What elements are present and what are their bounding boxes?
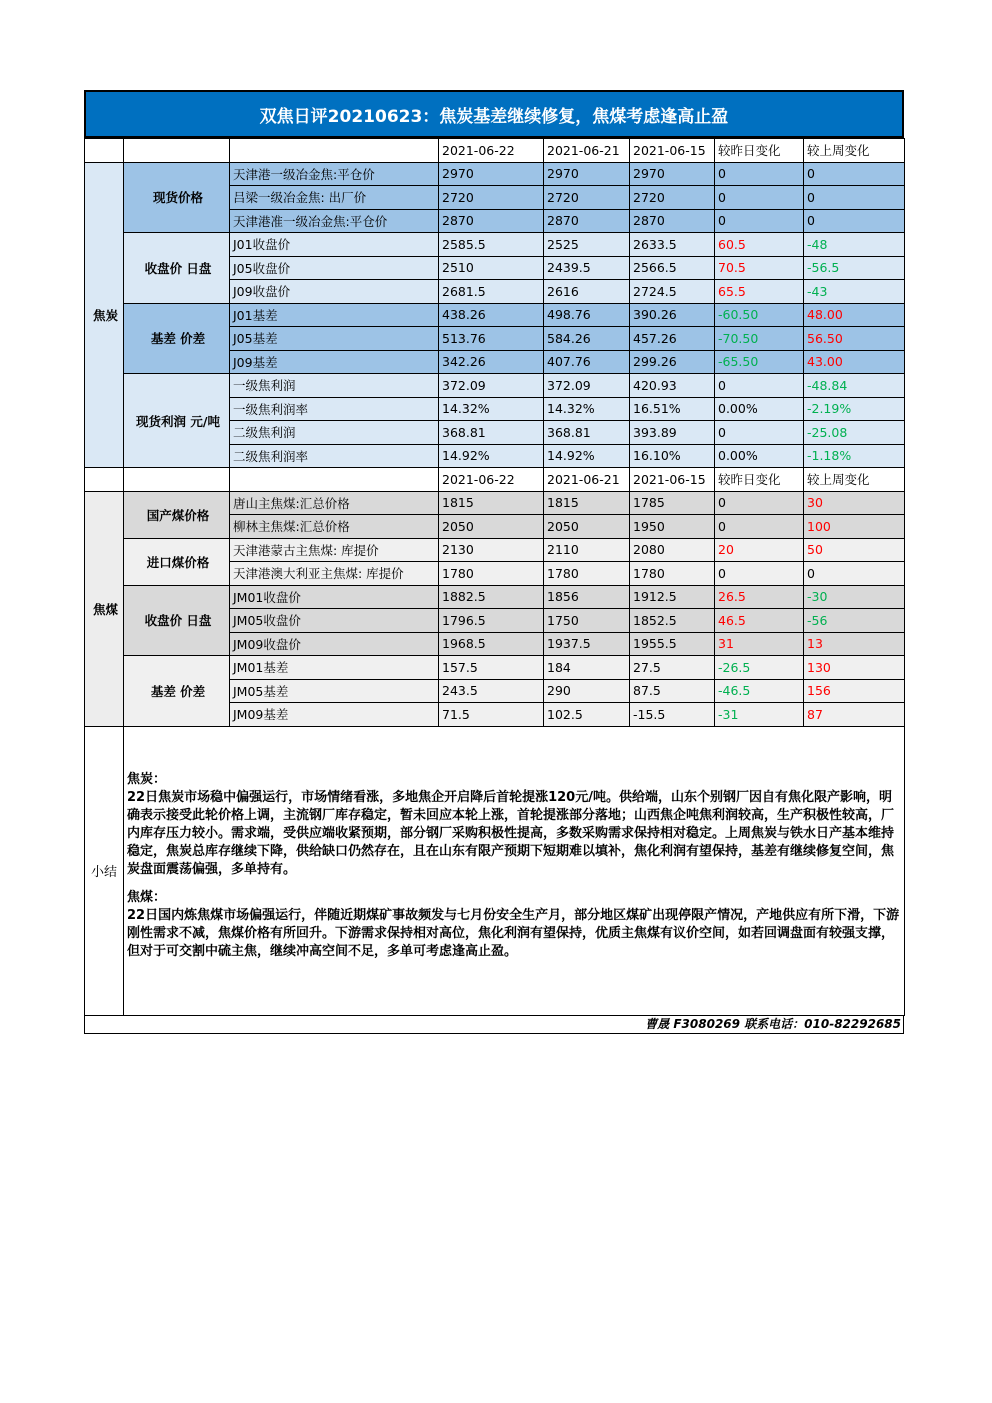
coal-data-row [85, 538, 905, 562]
value-cell: 2870 [630, 209, 715, 233]
value-cell: 1780 [630, 562, 715, 586]
row-name: JM09基差 [230, 703, 439, 727]
row-name: J09收盘价 [230, 280, 439, 304]
value-cell: 0.00% [715, 397, 804, 421]
value-cell: 1815 [439, 491, 544, 515]
value-cell: 31 [715, 632, 804, 656]
value-cell: -30 [804, 585, 905, 609]
value-cell: 1912.5 [630, 585, 715, 609]
header-row [85, 139, 905, 163]
value-cell: 2080 [630, 538, 715, 562]
value-cell: 1780 [439, 562, 544, 586]
coke-section-label: 焦炭 [85, 162, 124, 468]
value-cell: 2720 [544, 186, 630, 210]
value-cell: 393.89 [630, 421, 715, 445]
value-cell: 50 [804, 538, 905, 562]
header-blank [124, 468, 230, 492]
value-cell: 2633.5 [630, 233, 715, 257]
value-cell: 2050 [439, 515, 544, 539]
coke-summary-heading: 焦炭： [127, 771, 167, 787]
value-cell: 43.00 [804, 350, 905, 374]
row-name: 天津港一级冶金焦:平仓价 [230, 162, 439, 186]
value-cell: 372.09 [439, 374, 544, 398]
header-blank [85, 139, 124, 163]
row-name: J01基差 [230, 303, 439, 327]
value-cell: 2970 [630, 162, 715, 186]
value-cell: 0 [715, 491, 804, 515]
coal-data-row [85, 491, 905, 515]
column-header: 2021-06-22 [439, 468, 544, 492]
value-cell: 0 [804, 162, 905, 186]
value-cell: 16.10% [630, 444, 715, 468]
value-cell: 1750 [544, 609, 630, 633]
value-cell: 2870 [544, 209, 630, 233]
value-cell: 14.32% [544, 397, 630, 421]
row-name: 二级焦利润 [230, 421, 439, 445]
value-cell: 498.76 [544, 303, 630, 327]
value-cell: 0.00% [715, 444, 804, 468]
value-cell: 157.5 [439, 656, 544, 680]
row-name: 二级焦利润率 [230, 444, 439, 468]
value-cell: -15.5 [630, 703, 715, 727]
value-cell: 14.92% [439, 444, 544, 468]
value-cell: 70.5 [715, 256, 804, 280]
value-cell: 156 [804, 679, 905, 703]
value-cell: 1955.5 [630, 632, 715, 656]
group-label: 现货利润 元/吨 [124, 374, 230, 468]
value-cell: 14.32% [439, 397, 544, 421]
row-name: 一级焦利润 [230, 374, 439, 398]
value-cell: 2050 [544, 515, 630, 539]
value-cell: 14.92% [544, 444, 630, 468]
value-cell: 2870 [439, 209, 544, 233]
row-name: 一级焦利润率 [230, 397, 439, 421]
value-cell: 342.26 [439, 350, 544, 374]
row-name: JM09收盘价 [230, 632, 439, 656]
value-cell: 30 [804, 491, 905, 515]
row-name: J05基差 [230, 327, 439, 351]
value-cell: 2970 [544, 162, 630, 186]
value-cell: 0 [715, 374, 804, 398]
value-cell: -31 [715, 703, 804, 727]
report-sheet [84, 90, 904, 1034]
value-cell: 87.5 [630, 679, 715, 703]
coal-summary-heading: 焦煤： [127, 889, 167, 905]
value-cell: 438.26 [439, 303, 544, 327]
value-cell: 2616 [544, 280, 630, 304]
group-label: 基差 价差 [124, 656, 230, 727]
header-blank [124, 139, 230, 163]
header-blank [230, 139, 439, 163]
value-cell: 2720 [439, 186, 544, 210]
row-name: J09基差 [230, 350, 439, 374]
value-cell: 407.76 [544, 350, 630, 374]
value-cell: 372.09 [544, 374, 630, 398]
value-cell: 16.51% [630, 397, 715, 421]
value-cell: 2510 [439, 256, 544, 280]
value-cell: 243.5 [439, 679, 544, 703]
group-label: 基差 价差 [124, 303, 230, 374]
value-cell: 2970 [439, 162, 544, 186]
value-cell: 299.26 [630, 350, 715, 374]
value-cell: -46.5 [715, 679, 804, 703]
value-cell: -60.50 [715, 303, 804, 327]
value-cell: -56 [804, 609, 905, 633]
group-label: 国产煤价格 [124, 491, 230, 538]
coal-data-row [85, 585, 905, 609]
value-cell: 13 [804, 632, 905, 656]
value-cell: 1950 [630, 515, 715, 539]
value-cell: 390.26 [630, 303, 715, 327]
value-cell: 2681.5 [439, 280, 544, 304]
value-cell: -43 [804, 280, 905, 304]
column-header: 较昨日变化 [715, 468, 804, 492]
value-cell: 20 [715, 538, 804, 562]
value-cell: 0 [804, 209, 905, 233]
value-cell: 46.5 [715, 609, 804, 633]
report-title: 双焦日评20210623：焦炭基差继续修复，焦煤考虑逢高止盈 [84, 90, 904, 138]
data-table [84, 138, 905, 727]
coal-summary-text: 22日国内炼焦煤市场偏强运行，伴随近期煤矿事故频发与七月份安全生产月，部分地区煤矿出现停限产情况，产地供应有所下滑，下游刚性需求不减，焦煤价格有所回升。下游需求保持相对高位，焦化利润有望保持，优质主焦煤有议价空间，如若回调盘面有较强支撑，但对于可交割中硫主焦，继续冲高空间不足，多单可考虑逢高止盈。 [127, 907, 900, 959]
value-cell: 1852.5 [630, 609, 715, 633]
group-label: 进口煤价格 [124, 538, 230, 585]
value-cell: 26.5 [715, 585, 804, 609]
column-header: 2021-06-22 [439, 139, 544, 163]
value-cell: 1882.5 [439, 585, 544, 609]
row-name: JM01基差 [230, 656, 439, 680]
row-name: 吕梁一级冶金焦: 出厂价 [230, 186, 439, 210]
coal-data-row [85, 656, 905, 680]
column-header: 2021-06-21 [544, 468, 630, 492]
value-cell: 1815 [544, 491, 630, 515]
value-cell: 27.5 [630, 656, 715, 680]
value-cell: 0 [715, 186, 804, 210]
value-cell: 290 [544, 679, 630, 703]
coal-section-label: 焦煤 [85, 491, 124, 726]
row-name: J01收盘价 [230, 233, 439, 257]
coke-data-row [85, 303, 905, 327]
group-label: 现货价格 [124, 162, 230, 233]
row-name: 唐山主焦煤:汇总价格 [230, 491, 439, 515]
value-cell: 0 [715, 209, 804, 233]
value-cell: -1.18% [804, 444, 905, 468]
value-cell: 130 [804, 656, 905, 680]
value-cell: -2.19% [804, 397, 905, 421]
row-name: J05收盘价 [230, 256, 439, 280]
coke-data-row [85, 233, 905, 257]
value-cell: 0 [715, 421, 804, 445]
value-cell: 368.81 [439, 421, 544, 445]
value-cell: 513.76 [439, 327, 544, 351]
value-cell: 0 [715, 162, 804, 186]
value-cell: 1785 [630, 491, 715, 515]
value-cell: 420.93 [630, 374, 715, 398]
column-header: 较昨日变化 [715, 139, 804, 163]
value-cell: 48.00 [804, 303, 905, 327]
value-cell: 368.81 [544, 421, 630, 445]
value-cell: 2110 [544, 538, 630, 562]
group-label: 收盘价 日盘 [124, 233, 230, 304]
value-cell: 0 [715, 562, 804, 586]
header-blank [230, 468, 439, 492]
coke-summary-text: 22日焦炭市场稳中偏强运行，市场情绪看涨，多地焦企开启降后首轮提涨120元/吨。供给端，山东个别钢厂因自有焦化限产影响，明确表示接受此轮价格上调，主流钢厂库存稳定，暂未回应本轮上涨，首轮提涨部分落地；山西焦企吨焦利润较高，生产积极性较高，厂内库存压力较小。需求端，受供应端收紧预期，部分钢厂采购积极性提高，多数采购需求保持相对稳定。上周焦炭与铁水日产基本维持稳定，焦炭总库存继续下降，供给缺口仍然存在，且在山东有限产预期下短期难以填补，焦化利润有望保持，基差有继续修复空间，焦炭盘面震荡偏强，多单持有。 [127, 789, 895, 877]
group-label: 收盘价 日盘 [124, 585, 230, 656]
value-cell: 102.5 [544, 703, 630, 727]
row-name: JM05收盘价 [230, 609, 439, 633]
row-name: 天津港澳大利亚主焦煤: 库提价 [230, 562, 439, 586]
row-name: JM01收盘价 [230, 585, 439, 609]
coke-data-row [85, 162, 905, 186]
value-cell: 2566.5 [630, 256, 715, 280]
column-header: 2021-06-15 [630, 139, 715, 163]
value-cell: 1968.5 [439, 632, 544, 656]
value-cell: 457.26 [630, 327, 715, 351]
value-cell: -56.5 [804, 256, 905, 280]
value-cell: -48.84 [804, 374, 905, 398]
value-cell: 2720 [630, 186, 715, 210]
value-cell: 87 [804, 703, 905, 727]
value-cell: 56.50 [804, 327, 905, 351]
row-name: 天津港蒙古主焦煤: 库提价 [230, 538, 439, 562]
summary-body [124, 726, 905, 1015]
value-cell: 2439.5 [544, 256, 630, 280]
value-cell: -26.5 [715, 656, 804, 680]
value-cell: 60.5 [715, 233, 804, 257]
header-row [85, 468, 905, 492]
value-cell: 0 [804, 186, 905, 210]
column-header: 较上周变化 [804, 139, 905, 163]
column-header: 较上周变化 [804, 468, 905, 492]
value-cell: 1856 [544, 585, 630, 609]
value-cell: 184 [544, 656, 630, 680]
value-cell: -48 [804, 233, 905, 257]
value-cell: 584.26 [544, 327, 630, 351]
value-cell: 1937.5 [544, 632, 630, 656]
value-cell: 1780 [544, 562, 630, 586]
value-cell: 71.5 [439, 703, 544, 727]
value-cell: -65.50 [715, 350, 804, 374]
footer-contact: 曹晟 F3080269 联系电话：010-82292685 [84, 1016, 904, 1034]
summary-label: 小结 [85, 726, 124, 1015]
value-cell: -25.08 [804, 421, 905, 445]
row-name: 天津港准一级冶金焦:平仓价 [230, 209, 439, 233]
column-header: 2021-06-21 [544, 139, 630, 163]
row-name: JM05基差 [230, 679, 439, 703]
row-name: 柳林主焦煤:汇总价格 [230, 515, 439, 539]
value-cell: 0 [715, 515, 804, 539]
value-cell: 1796.5 [439, 609, 544, 633]
column-header: 2021-06-15 [630, 468, 715, 492]
value-cell: -70.50 [715, 327, 804, 351]
value-cell: 2585.5 [439, 233, 544, 257]
value-cell: 100 [804, 515, 905, 539]
summary-table [84, 726, 905, 1016]
value-cell: 2130 [439, 538, 544, 562]
coke-data-row [85, 374, 905, 398]
header-blank [85, 468, 124, 492]
value-cell: 2525 [544, 233, 630, 257]
value-cell: 2724.5 [630, 280, 715, 304]
value-cell: 65.5 [715, 280, 804, 304]
value-cell: 0 [804, 562, 905, 586]
